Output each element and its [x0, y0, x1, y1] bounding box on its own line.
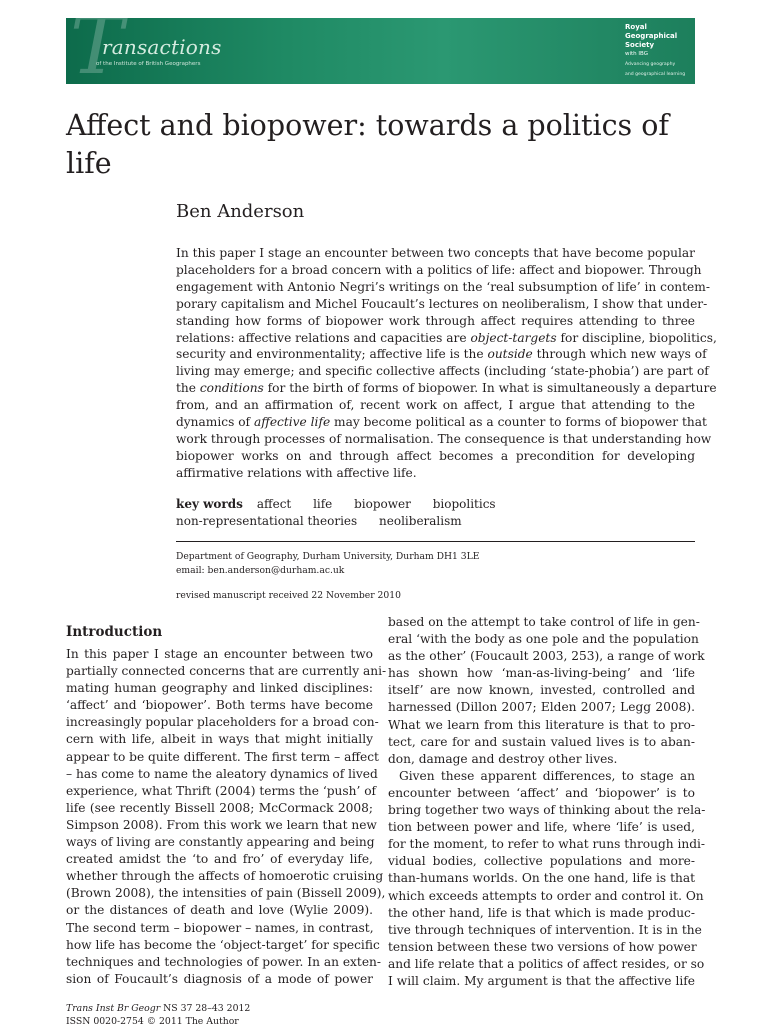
body-text-line: encounter between ‘affect’ and ‘biopower’ is to [388, 785, 695, 802]
divider [176, 541, 695, 542]
abstract-line [176, 313, 695, 330]
body-text-line: created amidst the ‘to and fro’ of everyday life, [66, 851, 373, 868]
abstract-text: may become political as a counter to forms of biopower that [330, 415, 707, 429]
body-text-line: itself’ are now known, invested, controlled and [388, 682, 695, 699]
revised-date: revised manuscript received 22 November 2010 [176, 590, 401, 601]
abstract-text: porary capitalism and Michel Foucault’s lectures on neoliberalism, I show that under- [176, 297, 707, 311]
abstract-line [176, 363, 695, 380]
abstract-text: from, and an affirmation of, recent work on affect, I argue that attending to the [176, 398, 695, 412]
abstract-text: affirmative relations with affective life. [176, 466, 417, 480]
keyword: life [313, 497, 332, 511]
abstract-line [176, 279, 695, 296]
body-text-line: how life has become the ‘object-target’ for specific [66, 937, 373, 954]
abstract-line [176, 346, 695, 363]
article-title: Affect and biopower: towards a politics of life [66, 107, 696, 183]
body-text-line: The second term – biopower – names, in contrast, [66, 920, 373, 937]
body-text-line: eral ‘with the body as one pole and the population [388, 631, 695, 648]
rgs-tagline-line: and geographical learning [625, 72, 691, 78]
abstract-emphasis: conditions [200, 381, 264, 395]
body-text-line: tect, care for and sustain valued lives is to aban- [388, 734, 695, 751]
keyword: affect [257, 497, 291, 511]
abstract-line [176, 245, 695, 262]
body-text-line: whether through the affects of homoerotic cruising [66, 868, 373, 885]
body-text-line: has shown how ‘man-as-living-being’ and ‘life [388, 665, 695, 682]
body-text-line: appear to be quite different. The first term – affect [66, 749, 373, 766]
footer-issn: ISSN 0020-2754 © 2011 The Author [66, 1016, 250, 1028]
abstract-text: living may emerge; and specific collective affects (including ‘state-phobia’) are part of [176, 364, 709, 378]
abstract-text: engagement with Antonio Negri’s writings on the ‘real subsumption of life’ in contem- [176, 280, 710, 294]
body-text-line: harnessed (Dillon 2007; Elden 2007; Legg 2008). [388, 699, 695, 716]
abstract-text: dynamics of [176, 415, 254, 429]
body-text-line: ways of living are constantly appearing and being [66, 834, 373, 851]
rgs-name-line: Geographical [625, 32, 691, 41]
abstract-text: through which new ways of [533, 347, 707, 361]
abstract-line [176, 397, 695, 414]
body-text-line: partially connected concerns that are currently ani- [66, 663, 373, 680]
abstract-text: placeholders for a broad concern with a politics of life: affect and biopower. Through [176, 263, 701, 277]
page-footer [66, 1003, 250, 1028]
abstract-line [176, 380, 695, 397]
body-text-line: which exceeds attempts to order and control it. On [388, 888, 695, 905]
footer-journal: Trans Inst Br Geogr [66, 1003, 160, 1014]
journal-logo-title: ransactions [102, 35, 222, 59]
rgs-logo [625, 23, 691, 77]
abstract-line [176, 296, 695, 313]
abstract-line [176, 448, 695, 465]
keyword: biopolitics [433, 497, 496, 511]
abstract-line [176, 330, 695, 347]
body-text-line: vidual bodies, collective populations and more- [388, 853, 695, 870]
rgs-ibg: with IBG [625, 50, 691, 58]
body-column-left [66, 646, 373, 988]
keywords [176, 496, 695, 529]
abstract-emphasis: affective life [254, 415, 330, 429]
body-text-line: In this paper I stage an encounter between two [66, 646, 373, 663]
abstract-line [176, 431, 695, 448]
section-heading-introduction: Introduction [66, 624, 162, 640]
author-name: Ben Anderson [176, 201, 304, 222]
body-text-line: techniques and technologies of power. In an exten- [66, 954, 373, 971]
body-text-line: tion between power and life, where ‘life’ is used, [388, 819, 695, 836]
keywords-label: key words [176, 497, 243, 511]
journal-banner [66, 18, 695, 84]
abstract-text: the [176, 381, 200, 395]
abstract-emphasis: outside [488, 347, 533, 361]
footer-volume: NS 37 28–43 2012 [160, 1003, 250, 1014]
keyword: biopower [354, 497, 411, 511]
body-text-line: don, damage and destroy other lives. [388, 751, 695, 768]
footer-citation [66, 1003, 250, 1016]
body-text-line: and life relate that a politics of affect resides, or so [388, 956, 695, 973]
body-text-line: Simpson 2008). From this work we learn that new [66, 817, 373, 834]
body-text-line: bring together two ways of thinking about the rela- [388, 802, 695, 819]
abstract-line [176, 465, 695, 482]
body-text-line: mating human geography and linked disciplines: [66, 680, 373, 697]
rgs-tagline-line: Advancing geography [625, 62, 691, 68]
body-text-line: – has come to name the aleatory dynamics of lived [66, 766, 373, 783]
abstract-text: security and environmentality; affective life is the [176, 347, 488, 361]
abstract-text: for discipline, biopolitics, [557, 331, 717, 345]
journal-logo-letter: T [70, 6, 123, 86]
body-text-line: as the other’ (Foucault 2003, 253), a range of work [388, 648, 695, 665]
author-affiliation-block [176, 550, 479, 578]
rgs-name-line: Society [625, 41, 691, 50]
body-text-line: tension between these two versions of how power [388, 939, 695, 956]
body-text-line: sion of Foucault’s diagnosis of a mode of power [66, 971, 373, 988]
body-text-line: What we learn from this literature is that to pro- [388, 717, 695, 734]
abstract-text: work through processes of normalisation. The consequence is that understanding how [176, 432, 711, 446]
journal-logo-subtitle: of the Institute of British Geographers [96, 61, 200, 67]
abstract [176, 245, 695, 482]
body-text-line: life (see recently Bissell 2008; McCormack 2008; [66, 800, 373, 817]
rgs-name-line: Royal [625, 23, 691, 32]
body-text-line: for the moment, to refer to what runs through indi- [388, 836, 695, 853]
author-email: email: ben.anderson@durham.ac.uk [176, 564, 479, 578]
body-text-line: or the distances of death and love (Wylie 2009). [66, 902, 373, 919]
keyword: neoliberalism [379, 514, 462, 528]
body-text-line: the other hand, life is that which is made produc- [388, 905, 695, 922]
body-text-line: based on the attempt to take control of life in gen- [388, 614, 695, 631]
abstract-line [176, 262, 695, 279]
abstract-emphasis: object-targets [470, 331, 556, 345]
body-text-line: tive through techniques of intervention. It is in the [388, 922, 695, 939]
abstract-text: biopower works on and through affect becomes a precondition for developing [176, 449, 695, 463]
body-text-line: ‘affect’ and ‘biopower’. Both terms have become [66, 697, 373, 714]
affiliation: Department of Geography, Durham University, Durham DH1 3LE [176, 550, 479, 564]
abstract-text: In this paper I stage an encounter between two concepts that have become popular [176, 246, 695, 260]
abstract-text: relations: affective relations and capacities are [176, 331, 470, 345]
body-text-line: than-humans worlds. On the one hand, life is that [388, 870, 695, 887]
abstract-text: for the birth of forms of biopower. In what is simultaneously a departure [264, 381, 717, 395]
abstract-text: standing how forms of biopower work through affect requires attending to three [176, 314, 695, 328]
body-text-line: (Brown 2008), the intensities of pain (Bissell 2009), [66, 885, 373, 902]
abstract-line [176, 414, 695, 431]
keyword: non-representational theories [176, 514, 357, 528]
body-text-line: increasingly popular placeholders for a broad con- [66, 714, 373, 731]
body-text-line: I will claim. My argument is that the affective life [388, 973, 695, 990]
body-text-line: experience, what Thrift (2004) terms the ‘push’ of [66, 783, 373, 800]
body-text-line: cern with life, albeit in ways that might initially [66, 731, 373, 748]
body-column-right [388, 614, 695, 990]
body-text-line: Given these apparent differences, to stage an [388, 768, 695, 785]
